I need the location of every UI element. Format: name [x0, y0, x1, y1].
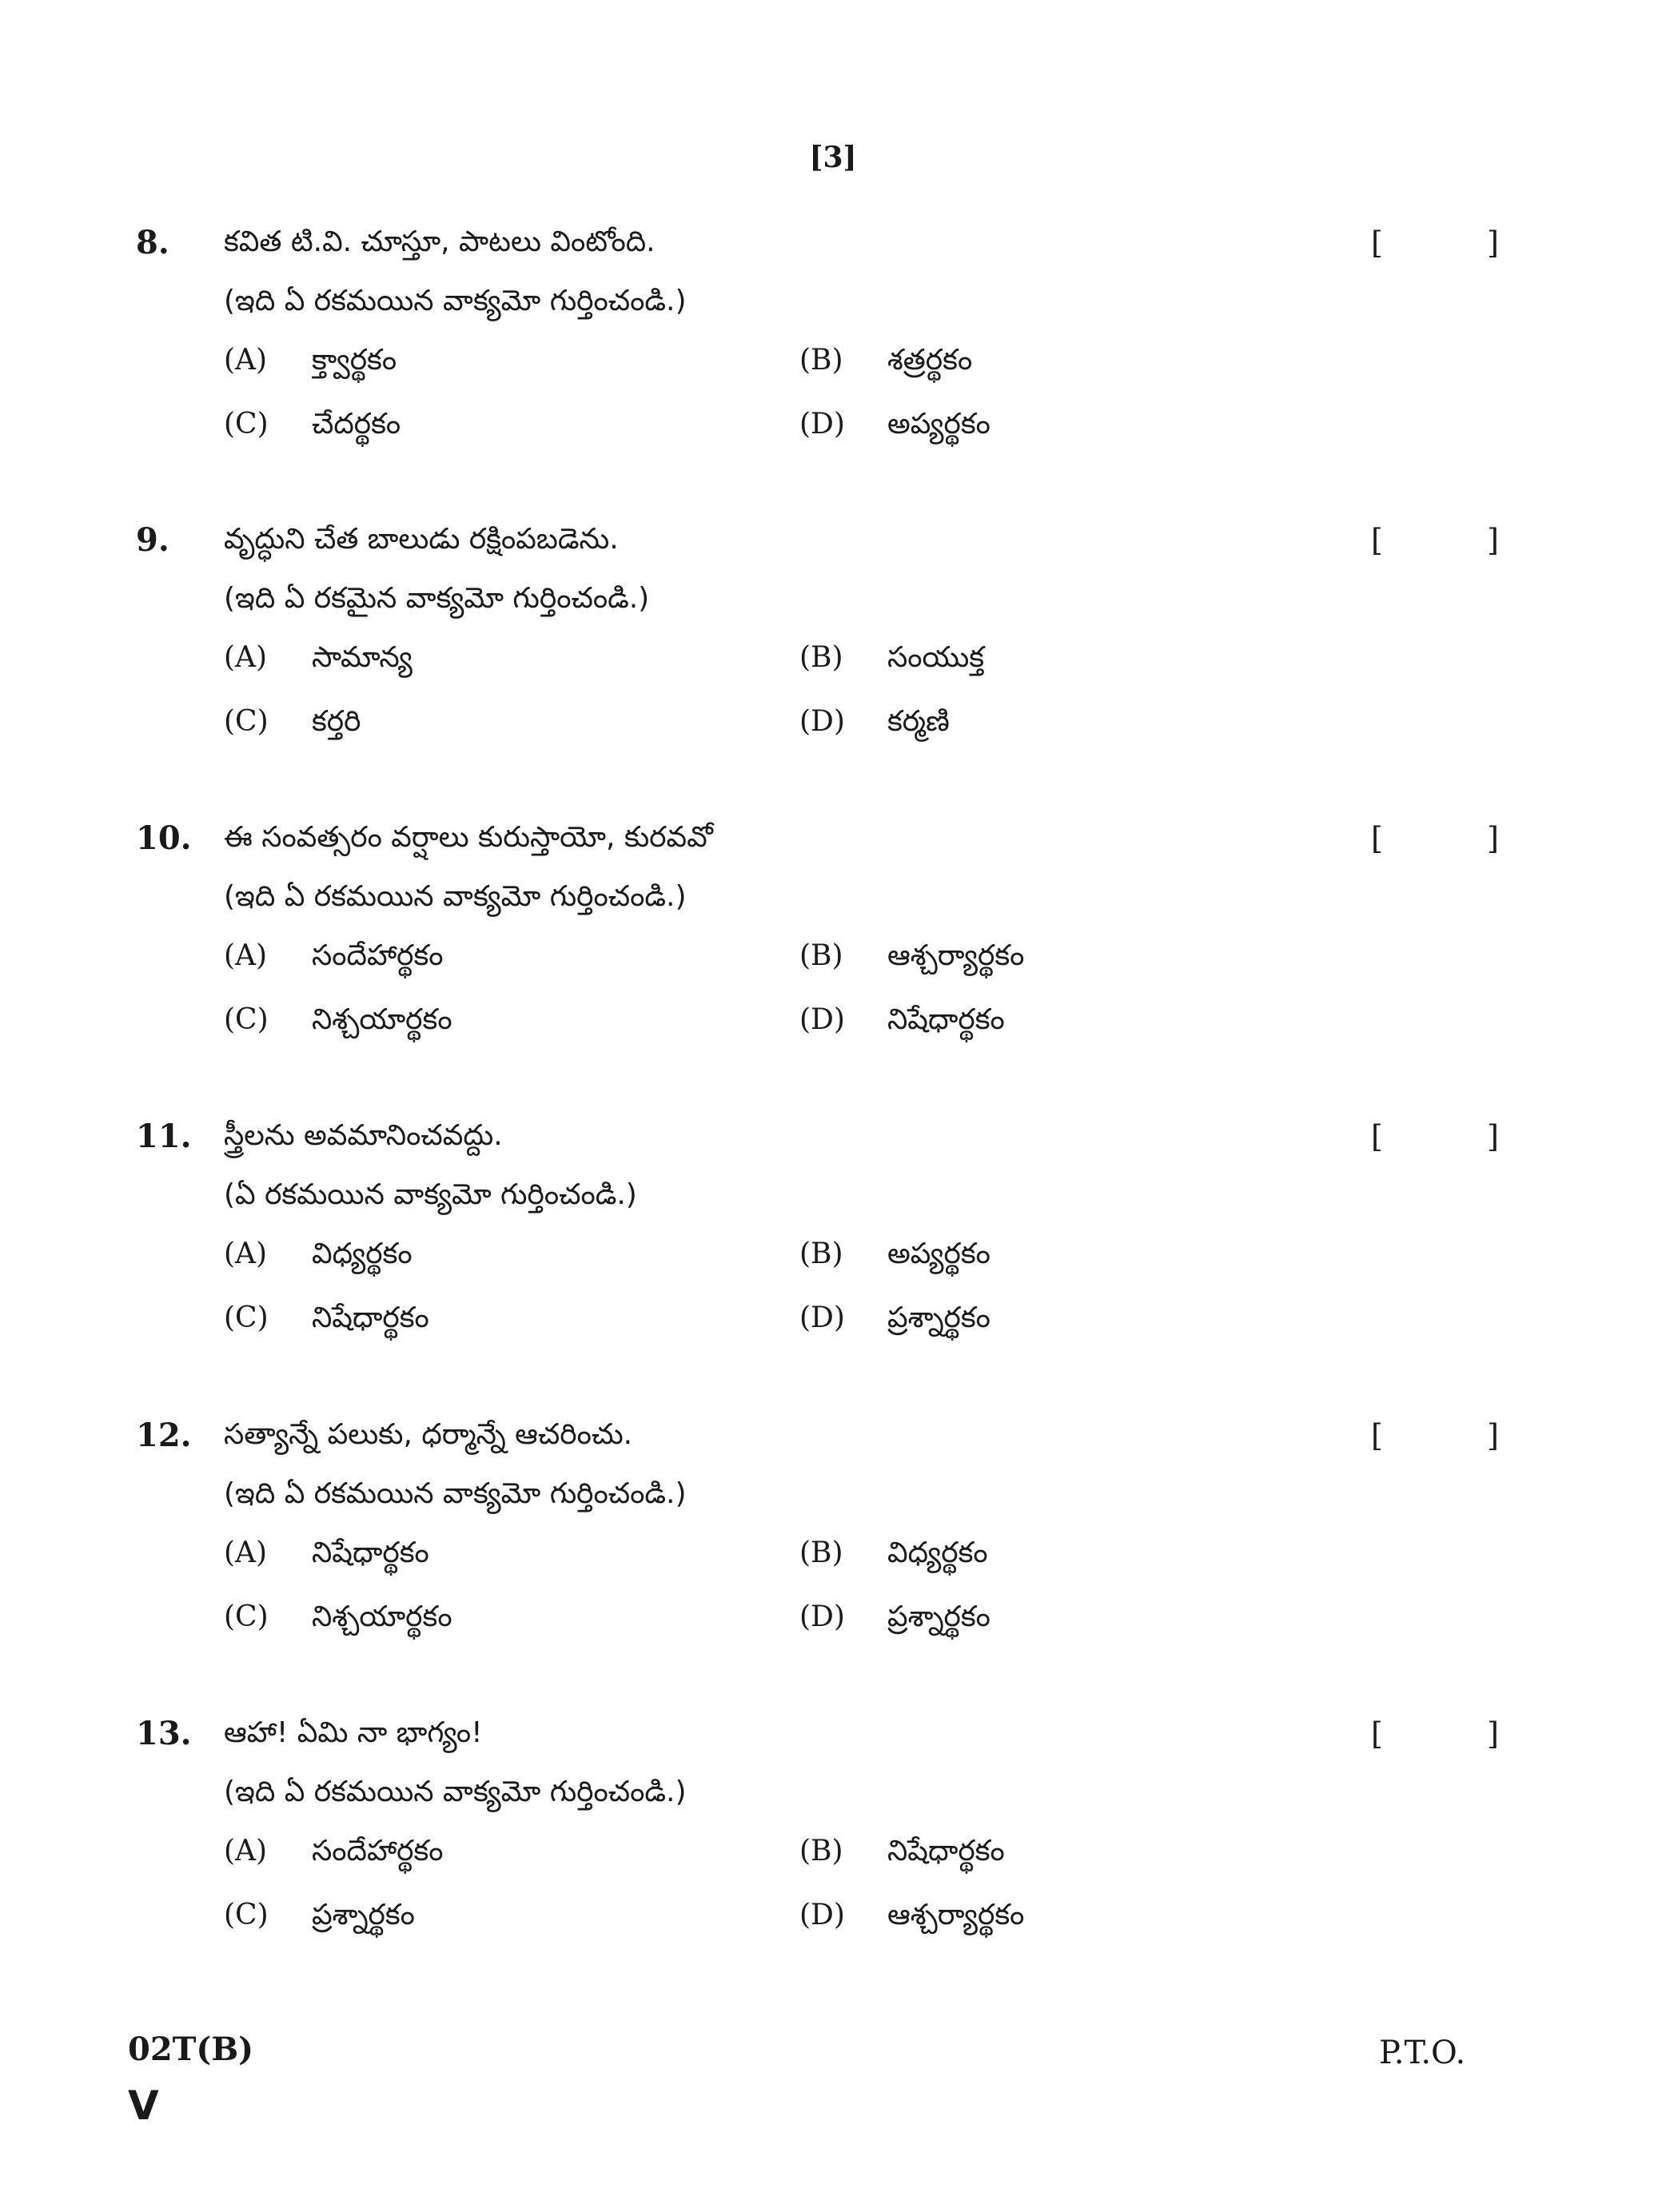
answer-box[interactable] — [1371, 1716, 1499, 1752]
option-text: ప్రశ్నార్థకం — [887, 1600, 990, 1633]
question-10 — [136, 819, 1535, 1083]
option-letter: (B) — [799, 344, 843, 377]
bracket-close: ] — [1487, 1418, 1499, 1453]
page-number: [3] — [809, 141, 857, 174]
question-11 — [136, 1118, 1535, 1381]
option-letter: (C) — [224, 1899, 269, 1931]
option-letter: (A) — [224, 641, 268, 674]
version-mark: V — [128, 2082, 159, 2129]
option-letter: (B) — [799, 939, 843, 972]
question-12 — [136, 1417, 1535, 1680]
option-letter: (A) — [224, 1238, 268, 1270]
option-b — [799, 1835, 1005, 1875]
question-instruction: (ఏ రకమయిన వాక్యమో గుర్తించండి.) — [224, 1178, 637, 1211]
option-letter: (D) — [799, 1003, 845, 1036]
option-text: ప్రశ్నార్థకం — [887, 1301, 990, 1334]
option-d — [799, 1301, 990, 1341]
bracket-open: [ — [1371, 225, 1383, 261]
question-number: 8. — [136, 224, 169, 261]
option-letter: (D) — [799, 1301, 845, 1334]
answer-box[interactable] — [1371, 821, 1499, 856]
question-number: 9. — [136, 521, 169, 559]
bracket-close: ] — [1487, 1716, 1499, 1752]
option-text: అప్యర్థకం — [887, 1238, 990, 1270]
option-text: నిశ్చయార్థకం — [312, 1600, 452, 1633]
option-c — [224, 408, 401, 448]
question-13 — [136, 1715, 1535, 1979]
option-text: చేదర్థకం — [312, 408, 401, 440]
option-letter: (C) — [224, 1600, 269, 1633]
question-number: 10. — [136, 819, 192, 857]
question-instruction: (ఇది ఏ రకమయిన వాక్యమో గుర్తించండి.) — [224, 285, 687, 317]
question-text: వృద్ధుని చేత బాలుడు రక్షింపబడెను. — [224, 523, 619, 556]
option-letter: (B) — [799, 1536, 843, 1569]
option-text: శత్రర్థకం — [887, 344, 973, 377]
option-d — [799, 1600, 990, 1640]
question-9 — [136, 521, 1535, 785]
option-letter: (C) — [224, 705, 269, 738]
option-letter: (C) — [224, 1003, 269, 1036]
option-a — [224, 344, 397, 384]
option-text: నిషేధార్థకం — [312, 1301, 429, 1334]
question-text: ఆహా! ఏమి నా భాగ్యం! — [224, 1716, 483, 1749]
option-d — [799, 408, 990, 448]
bracket-open: [ — [1371, 1418, 1383, 1453]
answer-box[interactable] — [1371, 523, 1499, 558]
option-text: నిశ్చయార్థకం — [312, 1003, 452, 1036]
option-b — [799, 641, 984, 681]
option-text: ప్రశ్నార్థకం — [312, 1899, 415, 1931]
answer-box[interactable] — [1371, 225, 1499, 261]
option-a — [224, 1835, 444, 1875]
answer-box[interactable] — [1371, 1119, 1499, 1154]
option-letter: (D) — [799, 705, 845, 738]
option-letter: (D) — [799, 1899, 845, 1931]
option-c — [224, 1003, 452, 1043]
option-a — [224, 641, 413, 681]
bracket-close: ] — [1487, 523, 1499, 558]
question-text: ఈ సంవత్సరం వర్షాలు కురుస్తాయో, కురవవో — [224, 821, 713, 854]
option-b — [799, 939, 1024, 979]
option-text: సామాన్య — [312, 641, 413, 674]
question-8 — [136, 224, 1535, 488]
bracket-close: ] — [1487, 1119, 1499, 1154]
bracket-close: ] — [1487, 821, 1499, 856]
option-text: సందేహార్థకం — [312, 939, 444, 972]
bracket-open: [ — [1371, 523, 1383, 558]
question-instruction: (ఇది ఏ రకమయిన వాక్యమో గుర్తించండి.) — [224, 1477, 687, 1510]
option-letter: (B) — [799, 1835, 843, 1867]
option-c — [224, 1301, 429, 1341]
option-d — [799, 705, 950, 745]
question-text: కవిత టి.వి. చూస్తూ, పాటలు వింటోంది. — [224, 225, 656, 258]
option-letter: (A) — [224, 344, 268, 377]
option-letter: (C) — [224, 1301, 269, 1334]
option-text: కర్మణి — [887, 705, 950, 738]
question-number: 13. — [136, 1715, 192, 1752]
option-text: విధ్యర్థకం — [312, 1238, 413, 1270]
option-b — [799, 344, 972, 384]
option-b — [799, 1238, 990, 1277]
option-a — [224, 939, 444, 979]
bracket-close: ] — [1487, 225, 1499, 261]
answer-box[interactable] — [1371, 1418, 1499, 1453]
option-text: ఆశ్చర్యార్థకం — [887, 939, 1025, 972]
question-instruction: (ఇది ఏ రకమయిన వాక్యమో గుర్తించండి.) — [224, 1776, 687, 1808]
option-text: విధ్యర్థకం — [887, 1536, 988, 1569]
bracket-open: [ — [1371, 1119, 1383, 1154]
option-a — [224, 1238, 413, 1277]
option-letter: (C) — [224, 408, 269, 440]
paper-code: 02T(B) — [128, 2031, 254, 2068]
option-text: సందేహార్థకం — [312, 1835, 444, 1867]
option-c — [224, 1600, 452, 1640]
option-c — [224, 705, 361, 745]
option-text: సంయుక్త — [887, 641, 985, 674]
option-letter: (A) — [224, 1536, 268, 1569]
option-text: నిషేధార్థకం — [887, 1003, 1005, 1036]
option-letter: (D) — [799, 1600, 845, 1633]
question-instruction: (ఇది ఏ రకమైన వాక్యమో గుర్తించండి.) — [224, 582, 650, 615]
option-letter: (A) — [224, 939, 268, 972]
option-letter: (B) — [799, 1238, 843, 1270]
option-letter: (A) — [224, 1835, 268, 1867]
pto-label: P.T.O. — [1379, 2035, 1466, 2071]
option-text: అప్యర్థకం — [887, 408, 990, 440]
option-c — [224, 1899, 415, 1939]
option-letter: (D) — [799, 408, 845, 440]
option-text: ఆశ్చర్యార్థకం — [887, 1899, 1025, 1931]
option-a — [224, 1536, 429, 1576]
bracket-open: [ — [1371, 821, 1383, 856]
option-text: క్త్వార్థకం — [312, 344, 397, 377]
option-d — [799, 1899, 1024, 1939]
question-text: సత్యాన్నే పలుకు, ధర్మాన్నే ఆచరించు. — [224, 1418, 633, 1451]
option-text: కర్తరి — [312, 705, 361, 738]
option-letter: (B) — [799, 641, 843, 674]
bracket-open: [ — [1371, 1716, 1383, 1752]
question-number: 12. — [136, 1417, 192, 1454]
option-b — [799, 1536, 988, 1576]
option-text: నిషేధార్థకం — [887, 1835, 1005, 1867]
question-number: 11. — [136, 1118, 192, 1155]
option-d — [799, 1003, 1005, 1043]
option-text: నిషేధార్థకం — [312, 1536, 429, 1569]
question-text: స్త్రీలను అవమానించవద్దు. — [224, 1119, 503, 1152]
question-instruction: (ఇది ఏ రకమయిన వాక్యమో గుర్తించండి.) — [224, 880, 687, 913]
